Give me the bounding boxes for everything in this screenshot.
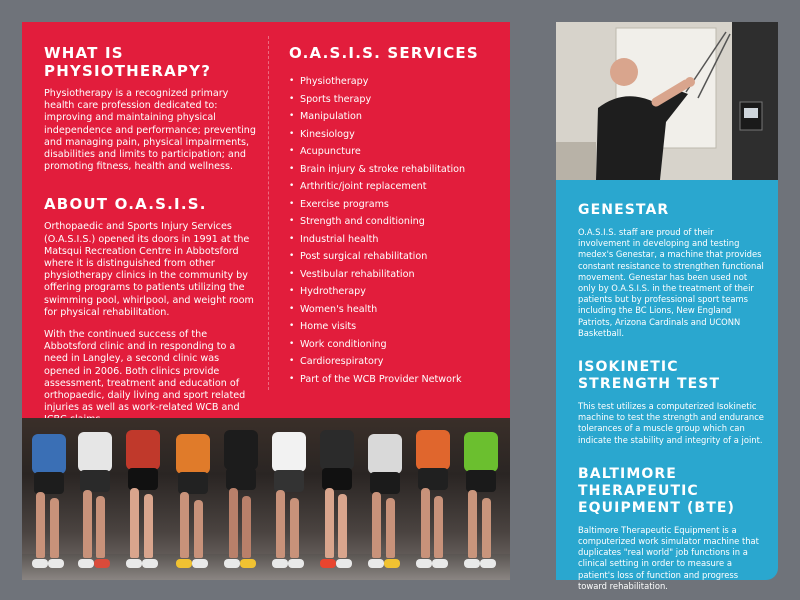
bullet-icon: • bbox=[289, 321, 295, 331]
service-label: Acupuncture bbox=[300, 146, 361, 157]
isokinetic-heading-line-1: ISOKINETIC bbox=[578, 359, 679, 376]
bullet-icon: • bbox=[289, 198, 295, 209]
physio-body: Physiotherapy is a recognized primary health care profession dedicated to: improving and maintaining physical independence and performance; preventing and managing pain, physical impairments, disabilities and limits to participation; and promoting fitness, health and wellness. bbox=[44, 88, 256, 173]
bullet-icon: • bbox=[289, 286, 295, 296]
service-list-item bbox=[289, 213, 501, 231]
isokinetic-heading-line-2: STRENGTH TEST bbox=[578, 376, 721, 393]
service-list-item bbox=[289, 283, 501, 301]
about-body-1: Orthopaedic and Sports Injury Services (O.A.S.I.S.) opened its doors in 1991 at the Matsqui Recreation Centre in Abbotsford where it is distinguished from other physiotherapy clinics in the community by offering programs to patients utilizing the swimming pool, whirlpool, and weight room for physical rehabilitation. bbox=[44, 221, 254, 318]
bte-body: Baltimore Therapeutic Equipment is a computerized work simulator machine that duplicates "real world" job functions in a clinical setting in order to measure a patient's loss of function and progress toward rehabilitation. bbox=[578, 524, 759, 591]
right-content bbox=[578, 202, 766, 592]
runner-figure bbox=[220, 418, 260, 558]
gym-photo-illustration bbox=[556, 22, 778, 180]
service-list-item bbox=[289, 161, 501, 179]
service-list-item bbox=[289, 231, 501, 249]
services-heading: O.A.S.I.S. SERVICES bbox=[289, 44, 479, 62]
runner-figure bbox=[364, 418, 404, 558]
service-label: Work conditioning bbox=[300, 338, 387, 350]
bullet-icon: • bbox=[289, 356, 295, 366]
runner-figure bbox=[316, 418, 356, 558]
bullet-icon: • bbox=[289, 338, 295, 349]
service-list-item bbox=[289, 196, 501, 214]
right-panel bbox=[556, 22, 778, 591]
service-label: Women's health bbox=[300, 303, 378, 315]
bullet-icon: • bbox=[289, 128, 295, 139]
genestar-section bbox=[578, 202, 766, 339]
left-panel bbox=[22, 22, 510, 580]
service-label: Post surgical rehabilitation bbox=[300, 251, 428, 262]
bullet-icon: • bbox=[289, 76, 295, 86]
service-list-item bbox=[289, 266, 501, 284]
column-physio-about bbox=[44, 22, 256, 427]
bullet-icon: • bbox=[289, 181, 295, 191]
service-label: Industrial health bbox=[300, 233, 379, 245]
bullet-icon: • bbox=[289, 216, 295, 226]
service-list-item bbox=[289, 178, 501, 196]
service-label: Cardiorespiratory bbox=[300, 356, 384, 367]
gym-photo bbox=[556, 22, 778, 180]
service-list-item bbox=[289, 248, 501, 266]
bullet-icon: • bbox=[289, 268, 295, 279]
bullet-icon: • bbox=[289, 251, 295, 261]
runner-figure bbox=[460, 418, 500, 558]
service-label: Home visits bbox=[300, 321, 357, 332]
column-services bbox=[289, 22, 501, 388]
physio-heading: WHAT IS PHYSIOTHERAPY? bbox=[44, 44, 212, 80]
service-list-item bbox=[289, 336, 501, 354]
service-list-item bbox=[289, 301, 501, 319]
genestar-body: O.A.S.I.S. staff are proud of their involvement in developing and testing medex's Genestar, a machine that provides constant resistance to strengthen functional movement. Genestar has been used not only by O.A.S.I.S. in the treatment of their patients but by professional sport teams including the BC Lions, New England Patriots, Arizona Cardinals and UCONN Basketball. bbox=[578, 227, 764, 338]
service-list-item bbox=[289, 108, 501, 126]
about-heading: ABOUT O.A.S.I.S. bbox=[44, 195, 207, 214]
service-label: Vestibular rehabilitation bbox=[300, 268, 415, 280]
runners-photo bbox=[22, 418, 510, 580]
runner-figure bbox=[172, 418, 212, 558]
isokinetic-section bbox=[578, 359, 766, 446]
about-body-2: With the continued success of the Abbotsford clinic and in responding to a need in Langley, a second clinic was opened in 2006. Both clinics provide assessment, treatment and education of orthopaedic, daily living and sport related injuries as well as work-related WCB and bbox=[44, 329, 246, 414]
service-label: Sports therapy bbox=[300, 93, 372, 105]
bullet-icon: • bbox=[289, 163, 295, 174]
service-label: Exercise programs bbox=[300, 198, 389, 210]
bullet-icon: • bbox=[289, 233, 295, 244]
service-list-item bbox=[289, 353, 501, 371]
runner-figure bbox=[122, 418, 162, 558]
runner-figure bbox=[28, 418, 68, 558]
service-label: Brain injury & stroke rehabilitation bbox=[300, 163, 466, 175]
runner-figure bbox=[412, 418, 452, 558]
service-list-item bbox=[289, 143, 501, 161]
genestar-heading: GENESTAR bbox=[578, 202, 670, 218]
fold-line bbox=[268, 36, 269, 390]
runner-figure bbox=[268, 418, 308, 558]
bte-heading-line-1: BALTIMORE bbox=[578, 465, 677, 482]
service-label: Manipulation bbox=[300, 111, 362, 122]
service-label: Part of the WCB Provider Network bbox=[300, 373, 462, 385]
bullet-icon: • bbox=[289, 111, 295, 121]
service-label: Kinesiology bbox=[300, 128, 355, 140]
service-label: Physiotherapy bbox=[300, 76, 369, 87]
service-list-item bbox=[289, 126, 501, 144]
service-list-item bbox=[289, 91, 501, 109]
bte-heading-line-2: THERAPEUTIC bbox=[578, 482, 699, 499]
services-list bbox=[289, 73, 501, 388]
bullet-icon: • bbox=[289, 93, 295, 104]
service-label: Arthritic/joint replacement bbox=[300, 181, 427, 192]
service-list-item bbox=[289, 318, 501, 336]
bullet-icon: • bbox=[289, 303, 295, 314]
runner-figure bbox=[74, 418, 114, 558]
isokinetic-body: This test utilizes a computerized Isokinetic machine to test the strength and endurance tolerances of a muscle group which can indicate the stability and integrity of a joint. bbox=[578, 401, 764, 445]
isokinetic-heading bbox=[578, 359, 766, 393]
bullet-icon: • bbox=[289, 373, 295, 384]
service-list-item bbox=[289, 73, 501, 91]
service-list-item bbox=[289, 371, 501, 389]
bullet-icon: • bbox=[289, 146, 295, 156]
bte-heading bbox=[578, 466, 766, 517]
bte-heading-line-3: EQUIPMENT (BTE) bbox=[578, 499, 736, 516]
bte-section bbox=[578, 466, 766, 592]
service-label: Strength and conditioning bbox=[300, 216, 425, 227]
service-label: Hydrotherapy bbox=[300, 286, 366, 297]
